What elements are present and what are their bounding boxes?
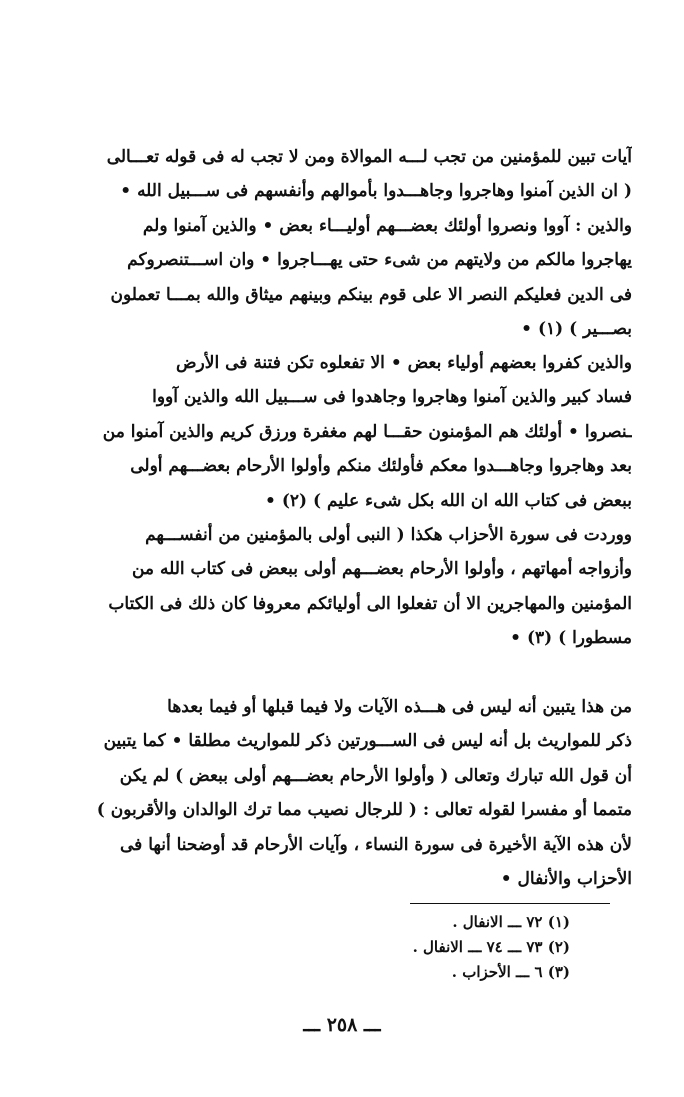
paragraph-1 — [48, 140, 632, 346]
paragraph-3 — [48, 518, 632, 656]
text-line: بصـــير ) (١) • — [521, 319, 632, 340]
text-line: ووردت فى سورة الأحزاب هكذا ( النبى أولى بالمؤمنين من أنفســـهم — [145, 525, 632, 545]
text-line: أن قول الله تبارك وتعالى ( وأولوا الأرحام بعضـــهم أولى ببعض ) لم يكن — [119, 765, 632, 786]
text-line: بعد وهاجروا وجاهـــدوا معكم فأولئك منكم وأولوا الأرحام بعضـــهم أولى — [130, 456, 632, 477]
text-line: فساد كبير والذين آمنوا وهاجروا وجاهدوا فى ســـبيل الله والذين آووا — [152, 387, 632, 408]
text-line: لأن هذه الآية الأخيرة فى سورة النساء ، وآيات الأرحام قد أوضحنا أنها فى — [120, 834, 632, 855]
text-line: ( ان الذين آمنوا وهاجروا وجاهـــدوا بأموالهم وأنفسهم فى ســـبيل الله • — [120, 181, 632, 202]
text-line: يهاجروا مالكم من ولايتهم من شىء حتى يهـــاجروا • وان اســـتنصروكم — [127, 250, 632, 271]
footnote-divider — [410, 903, 610, 904]
footnotes-list — [300, 910, 570, 985]
text-line: والذين كفروا بعضهم أولياء بعض • الا تفعلوه تكن فتنة فى الأرض — [176, 353, 632, 373]
footnote-item: (٣) ٦ ـــ الأحزاب . — [451, 963, 570, 981]
page-number: ـــ ٢٥٨ ـــ — [303, 1014, 381, 1036]
text-line: فى الدين فعليكم النصر الا على قوم بينكم وبينهم ميثاق والله بمـــا تعملون — [110, 284, 632, 305]
text-line: وأزواجه أمهاتهم ، وأولوا الأرحام بعضـــهم أولى ببعض فى كتاب الله من — [131, 559, 632, 580]
text-line: المؤمنين والمهاجرين الا أن تفعلوا الى أوليائكم معروفا كان ذلك فى الكتاب — [108, 593, 632, 614]
text-line: الأحزاب والأنفال • — [500, 869, 632, 890]
text-line: آيات تبين للمؤمنين من تجب لـــه الموالاة ومن لا تجب له فى قوله تعـــالى — [106, 147, 632, 167]
footnote-item: (١) ٧٢ ـــ الانفال . — [452, 913, 570, 931]
text-line: مسطورا ) (٣) • — [510, 628, 632, 649]
text-line: ذكر للمواريث بل أنه ليس فى الســـورتين ذكر للمواريث مطلقا • كما يتبين — [103, 731, 632, 752]
text-line: والذين : آووا ونصروا أولئك بعضـــهم أوليـــاء بعض • والذين آمنوا ولم — [142, 215, 632, 236]
footnote-item: (٢) ٧٣ ـــ ٧٤ ـــ الانفال . — [412, 938, 570, 956]
text-line: من هذا يتبين أنه ليس فى هـــذه الآيات ولا فيما قبلها أو فيما بعدها — [167, 697, 632, 717]
paragraph-2 — [48, 346, 632, 518]
text-line: متمما أو مفسرا لقوله تعالى : ( للرجال نصيب مما ترك الوالدان والأقربون ) — [96, 800, 632, 821]
text-line: ـنصروا • أولئك هم المؤمنون حقـــا لهم مغفرة ورزق كريم والذين آمنوا من — [102, 421, 632, 442]
paragraph-4 — [48, 690, 632, 896]
text-line: ببعض فى كتاب الله ان الله بكل شىء عليم ) (٢) • — [265, 490, 632, 511]
